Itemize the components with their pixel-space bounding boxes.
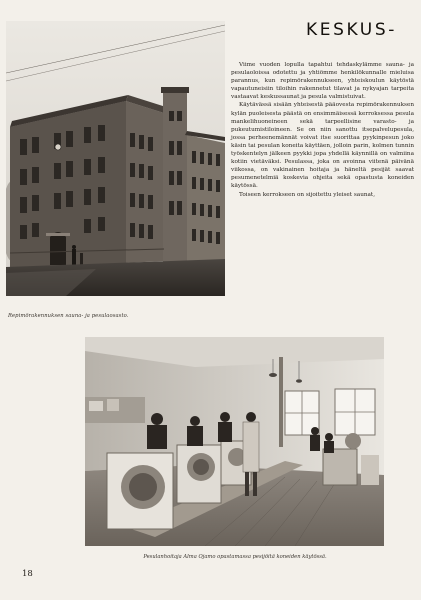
building-illustration xyxy=(6,21,225,296)
body-paragraph: Toiseen kerrokseen on sijoitettu yleiset saunat, xyxy=(239,191,376,198)
laundry-illustration xyxy=(85,337,384,546)
body-paragraph: Viime vuoden lopulla tapahtui tehdaskylämme sauna- ja pesulaoloissa odotettu ja yhtiömme henkilökunnalle mieluisa parannus, kun repimörakennukseen, yhteiskoulun käytöstä vapautuneisiin tiloihin rakennetut tilavat ja nykyajan tarpeita vastaavat keskussaunat ja pesula valmistuivat. xyxy=(231,62,414,101)
laundry-photo xyxy=(85,337,384,546)
article-heading: KESKUS- xyxy=(306,20,397,40)
top-photo-caption: Repimörakennuksen sauna- ja pesulaosasto. xyxy=(8,313,129,319)
page-number: 18 xyxy=(22,569,33,579)
building-photo xyxy=(6,21,225,296)
article-body xyxy=(231,61,414,199)
body-paragraph: Käytävässä sisään yhteisestä pääovesta repimörakennuksen kylän puoleisesta päästä on ensimmäisessä kerroksessa pesula mankelihuoneineen sekä tarpeellisine varasto- ja pukeutumistiloineen. Se on niin sanottu itsepalvelupesula, jossa perheenemännät voivat itse suorittaa pyykinpesun joko käsin tai pesulan koneita käyttäen, jolloin parin, kolmen tunnin työskentelyn jälkeen pyykki jopa yhdellä käynnillä on valmiina kotiin vietäväksi. Pesulassa, joka on avoinna viitenä päivänä viikossa, on vakinainen hoitaja ja häneltä pesijät saavat pesumenetelmiä koskevia ohjeita sekä opastusta koneiden käytössä. xyxy=(231,102,414,190)
bottom-photo-caption: Pesulanhoitaja Alma Ojamo opastamassa pesijöitä koneiden käytössä. xyxy=(143,554,327,560)
